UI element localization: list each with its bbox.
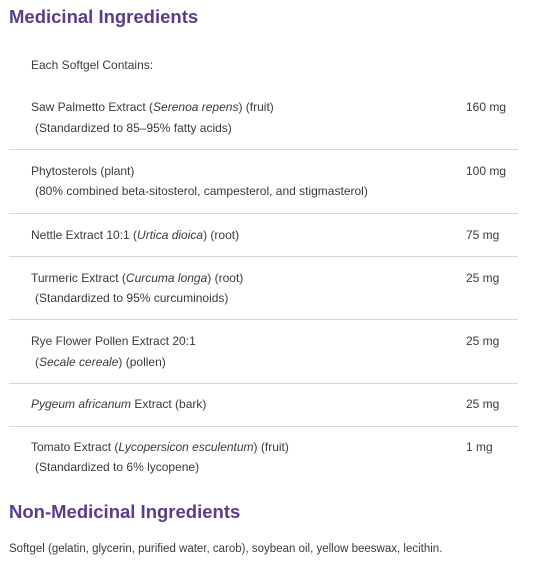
ingredient-name: Saw Palmetto Extract (Serenoa repens) (fruit) [31,100,274,114]
ingredient-amount: 160 mg [466,100,507,114]
non-medicinal-heading: Non-Medicinal Ingredients [9,501,241,522]
non-medicinal-text: Softgel (gelatin, glycerin, purified water, carob), soybean oil, yellow beeswax, lecithin. [9,543,443,555]
row-divider [9,319,518,320]
ingredient-amount: 25 mg [466,334,500,348]
ingredient-detail: (Secale cereale) (pollen) [35,355,166,369]
ingredient-amount: 75 mg [466,228,500,242]
ingredient-detail: (80% combined beta-sitosterol, campesterol, and stigmasterol) [35,184,368,198]
row-divider [9,149,518,150]
ingredient-name: Pygeum africanum Extract (bark) [31,397,207,411]
ingredient-name: Nettle Extract 10:1 (Urtica dioica) (root) [31,228,240,242]
ingredient-amount: 25 mg [466,271,500,285]
intro-text: Each Softgel Contains: [31,58,154,72]
ingredient-detail: (Standardized to 6% lycopene) [35,460,200,474]
ingredient-amount: 1 mg [466,440,493,454]
row-divider [9,213,518,214]
ingredient-detail: (Standardized to 95% curcuminoids) [35,291,229,305]
ingredient-amount: 100 mg [466,164,507,178]
ingredient-name: Phytosterols (plant) [31,164,135,178]
row-divider [9,426,518,427]
ingredient-amount: 25 mg [466,397,500,411]
row-divider [9,256,518,257]
ingredient-name: Rye Flower Pollen Extract 20:1 [31,334,196,348]
ingredient-name: Turmeric Extract (Curcuma longa) (root) [31,271,244,285]
ingredient-name: Tomato Extract (Lycopersicon esculentum) (fruit) [31,440,289,454]
ingredient-detail: (Standardized to 85–95% fatty acids) [35,121,232,135]
row-divider [9,383,518,384]
medicinal-heading: Medicinal Ingredients [9,6,199,27]
